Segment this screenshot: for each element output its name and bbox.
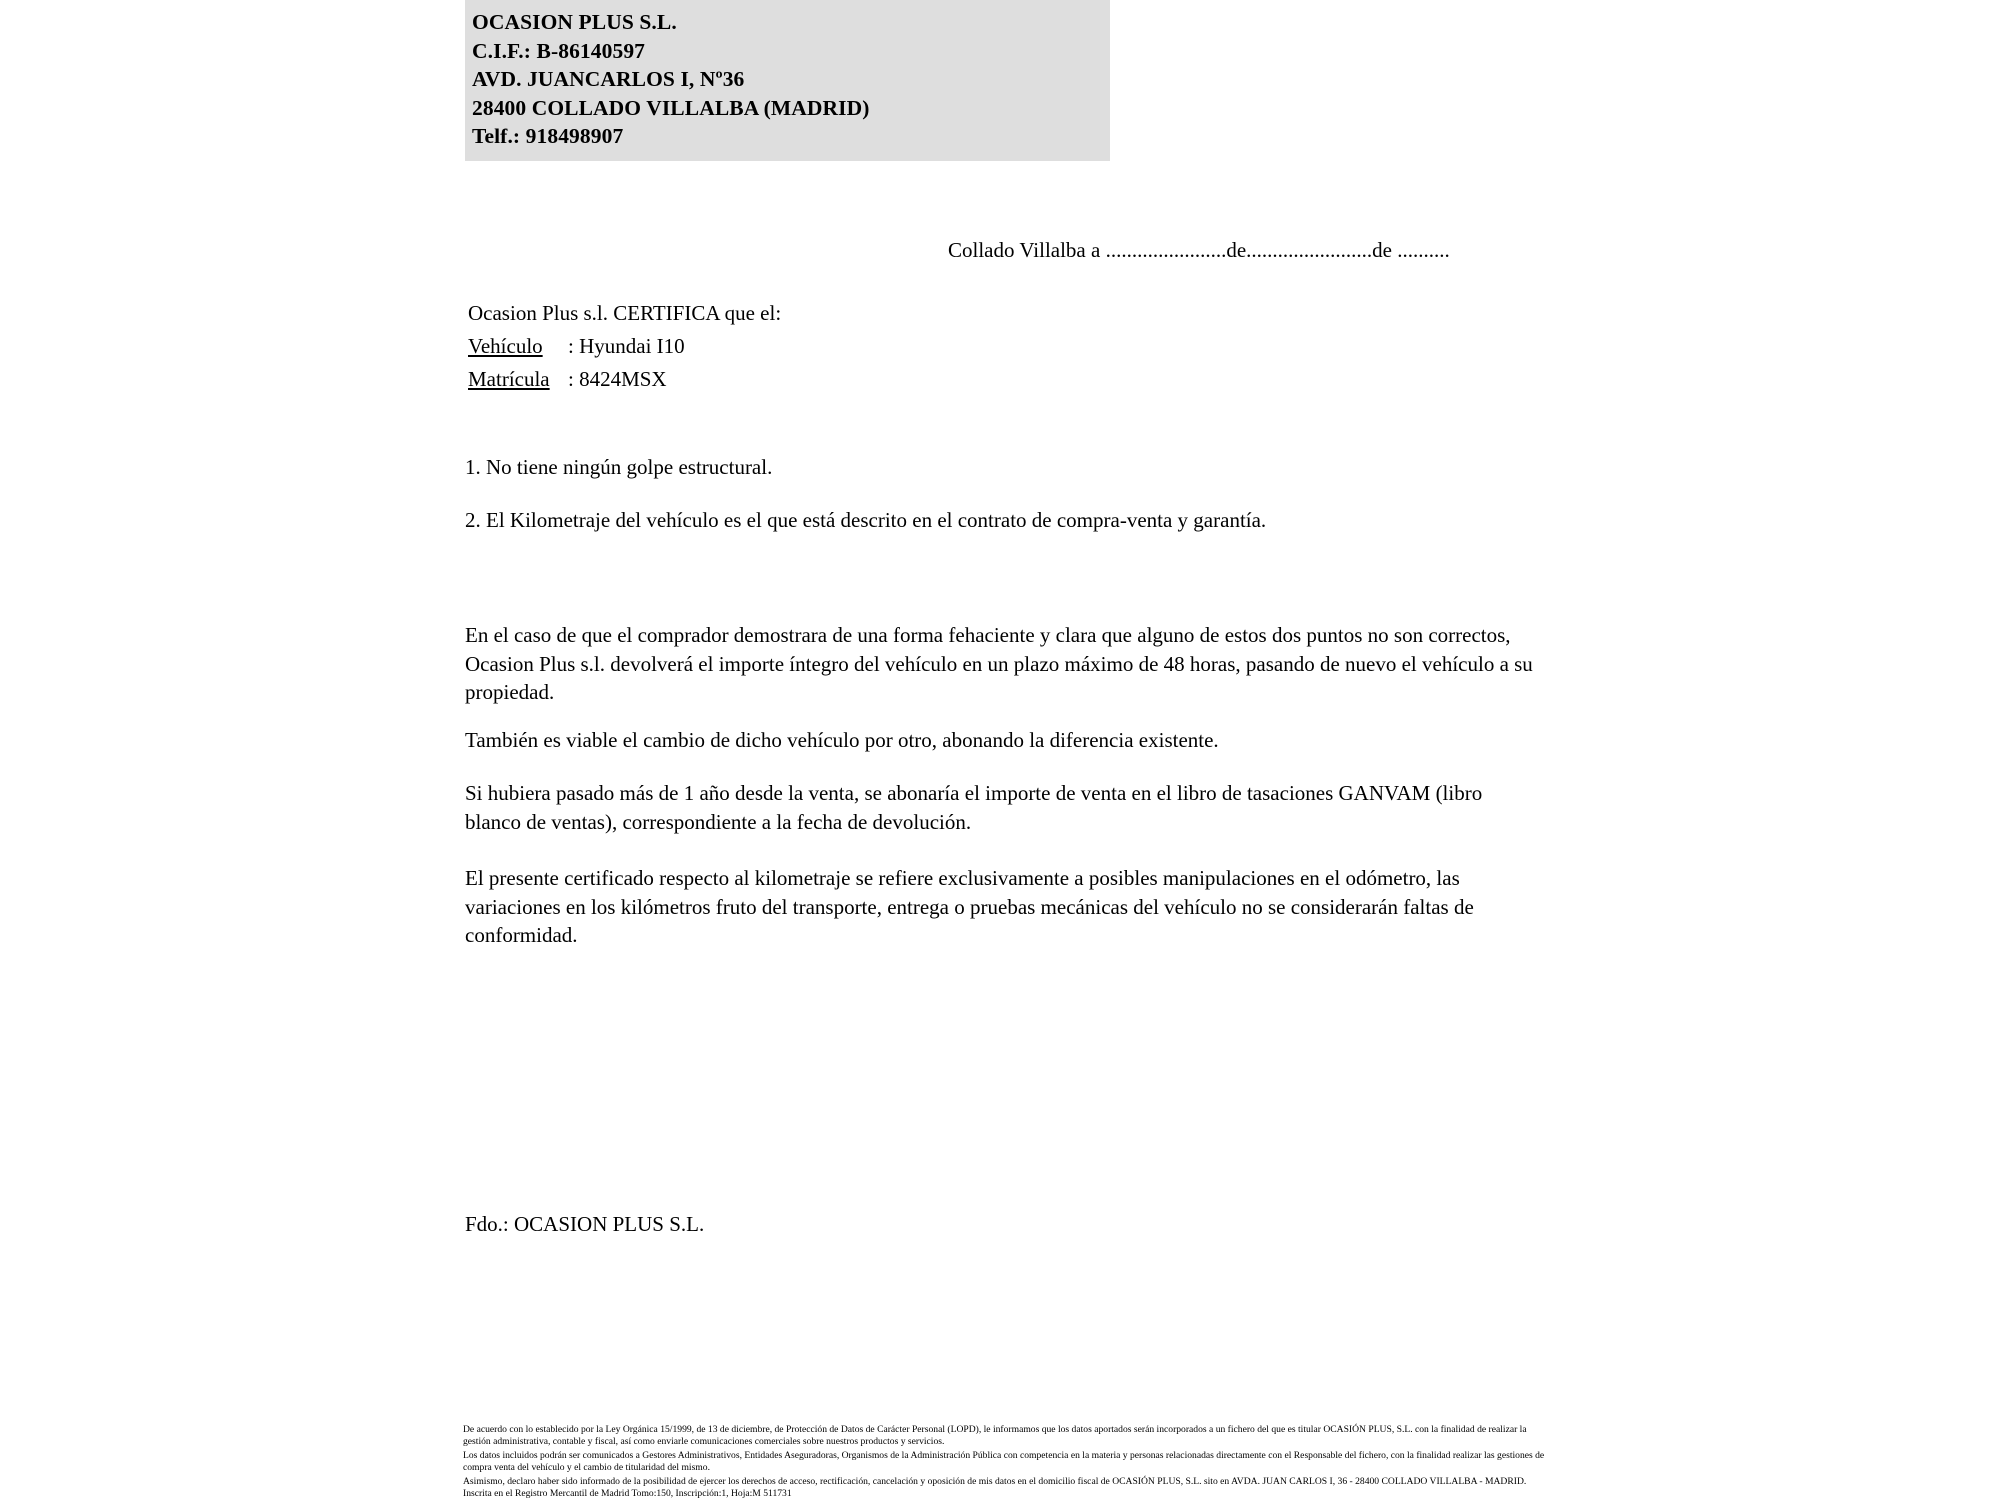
company-cif: C.I.F.: B-86140597 [472, 38, 646, 63]
paragraph-vehicle-change: También es viable el cambio de dicho vehículo por otro, abonando la diferencia existente. [465, 728, 1219, 752]
certification-intro: Ocasion Plus s.l. CERTIFICA que el: [468, 301, 782, 325]
certification-block [468, 297, 781, 396]
company-city: 28400 COLLADO VILLALBA (MADRID) [472, 95, 870, 120]
signature-line: Fdo.: OCASION PLUS S.L. [465, 1212, 705, 1236]
date-line: Collado Villalba a .......................de........................de .......... [948, 238, 1450, 262]
paragraph-one-year: Si hubiera pasado más de 1 año desde la venta, se abonaría el importe de venta en el libro de tasaciones GANVAM (libro blanco de ventas), correspondiente a la fecha de devolución. [465, 781, 1483, 834]
point-one: 1. No tiene ningún golpe estructural. [465, 455, 773, 479]
plate-value: : 8424MSX [568, 367, 667, 391]
legal-footer-line-2: Los datos incluidos podrán ser comunicados a Gestores Administrativos, Entidades Aseguradoras, Organismos de la Administración Pública con competencia en la materia y personas relacionadas directamente con el Responsable del fichero, con la finalidad realizar las gestiones de compra venta del vehículo y el cambio de titularidad del mismo. [463, 1450, 1545, 1473]
plate-row [468, 363, 781, 396]
legal-footer-line-1: De acuerdo con lo establecido por la Ley Orgánica 15/1999, de 13 de diciembre, de Protección de Datos de Carácter Personal (LOPD), le informamos que los datos aportados serán incorporados a un fichero del que es titular OCASIÓN PLUS, S.L. con la finalidad de realizar la gestión administrativa, contable y fiscal, así como enviarle comunicaciones comerciales sobre nuestros productos y servicios. [463, 1424, 1527, 1447]
vehicle-value: : Hyundai I10 [568, 334, 685, 358]
point-two: 2. El Kilometraje del vehículo es el que está descrito en el contrato de compra-venta y garantía. [465, 508, 1267, 532]
paragraph-refund-case: En el caso de que el comprador demostrara de una forma fehaciente y clara que alguno de estos dos puntos no son correctos, Ocasion Plus s.l. devolverá el importe íntegro del vehículo en un plazo máximo de 48 horas, pasando de nuevo el vehículo a su propiedad. [465, 623, 1533, 704]
legal-footer [463, 1424, 1553, 1500]
legal-footer-line-3: Asimismo, declaro haber sido informado de la posibilidad de ejercer los derechos de acceso, rectificación, cancelación y oposición de mis datos en el domicilio fiscal de OCASIÓN PLUS, S.L. sito en AVDA. JUAN CARLOS I, 36 - 28400 COLLADO VILLALBA - MADRID. Inscrita en el Registro Mercantil de Madrid Tomo:150, Inscripción:1, Hoja:M 511731 [463, 1476, 1527, 1499]
letterhead-block [465, 0, 1110, 161]
company-name: OCASION PLUS S.L. [472, 10, 677, 34]
plate-label: Matrícula [468, 367, 550, 391]
company-phone: Telf.: 918498907 [472, 124, 624, 148]
paragraph-certificate-scope: El presente certificado respecto al kilometraje se refiere exclusivamente a posibles manipulaciones en el odómetro, las variaciones en los kilómetros fruto del transporte, entrega o pruebas mecánicas del vehículo no se considerarán faltas de conformidad. [465, 866, 1474, 947]
vehicle-row [468, 330, 781, 363]
company-address: AVD. JUANCARLOS I, Nº36 [472, 67, 745, 91]
vehicle-label: Vehículo [468, 334, 543, 358]
